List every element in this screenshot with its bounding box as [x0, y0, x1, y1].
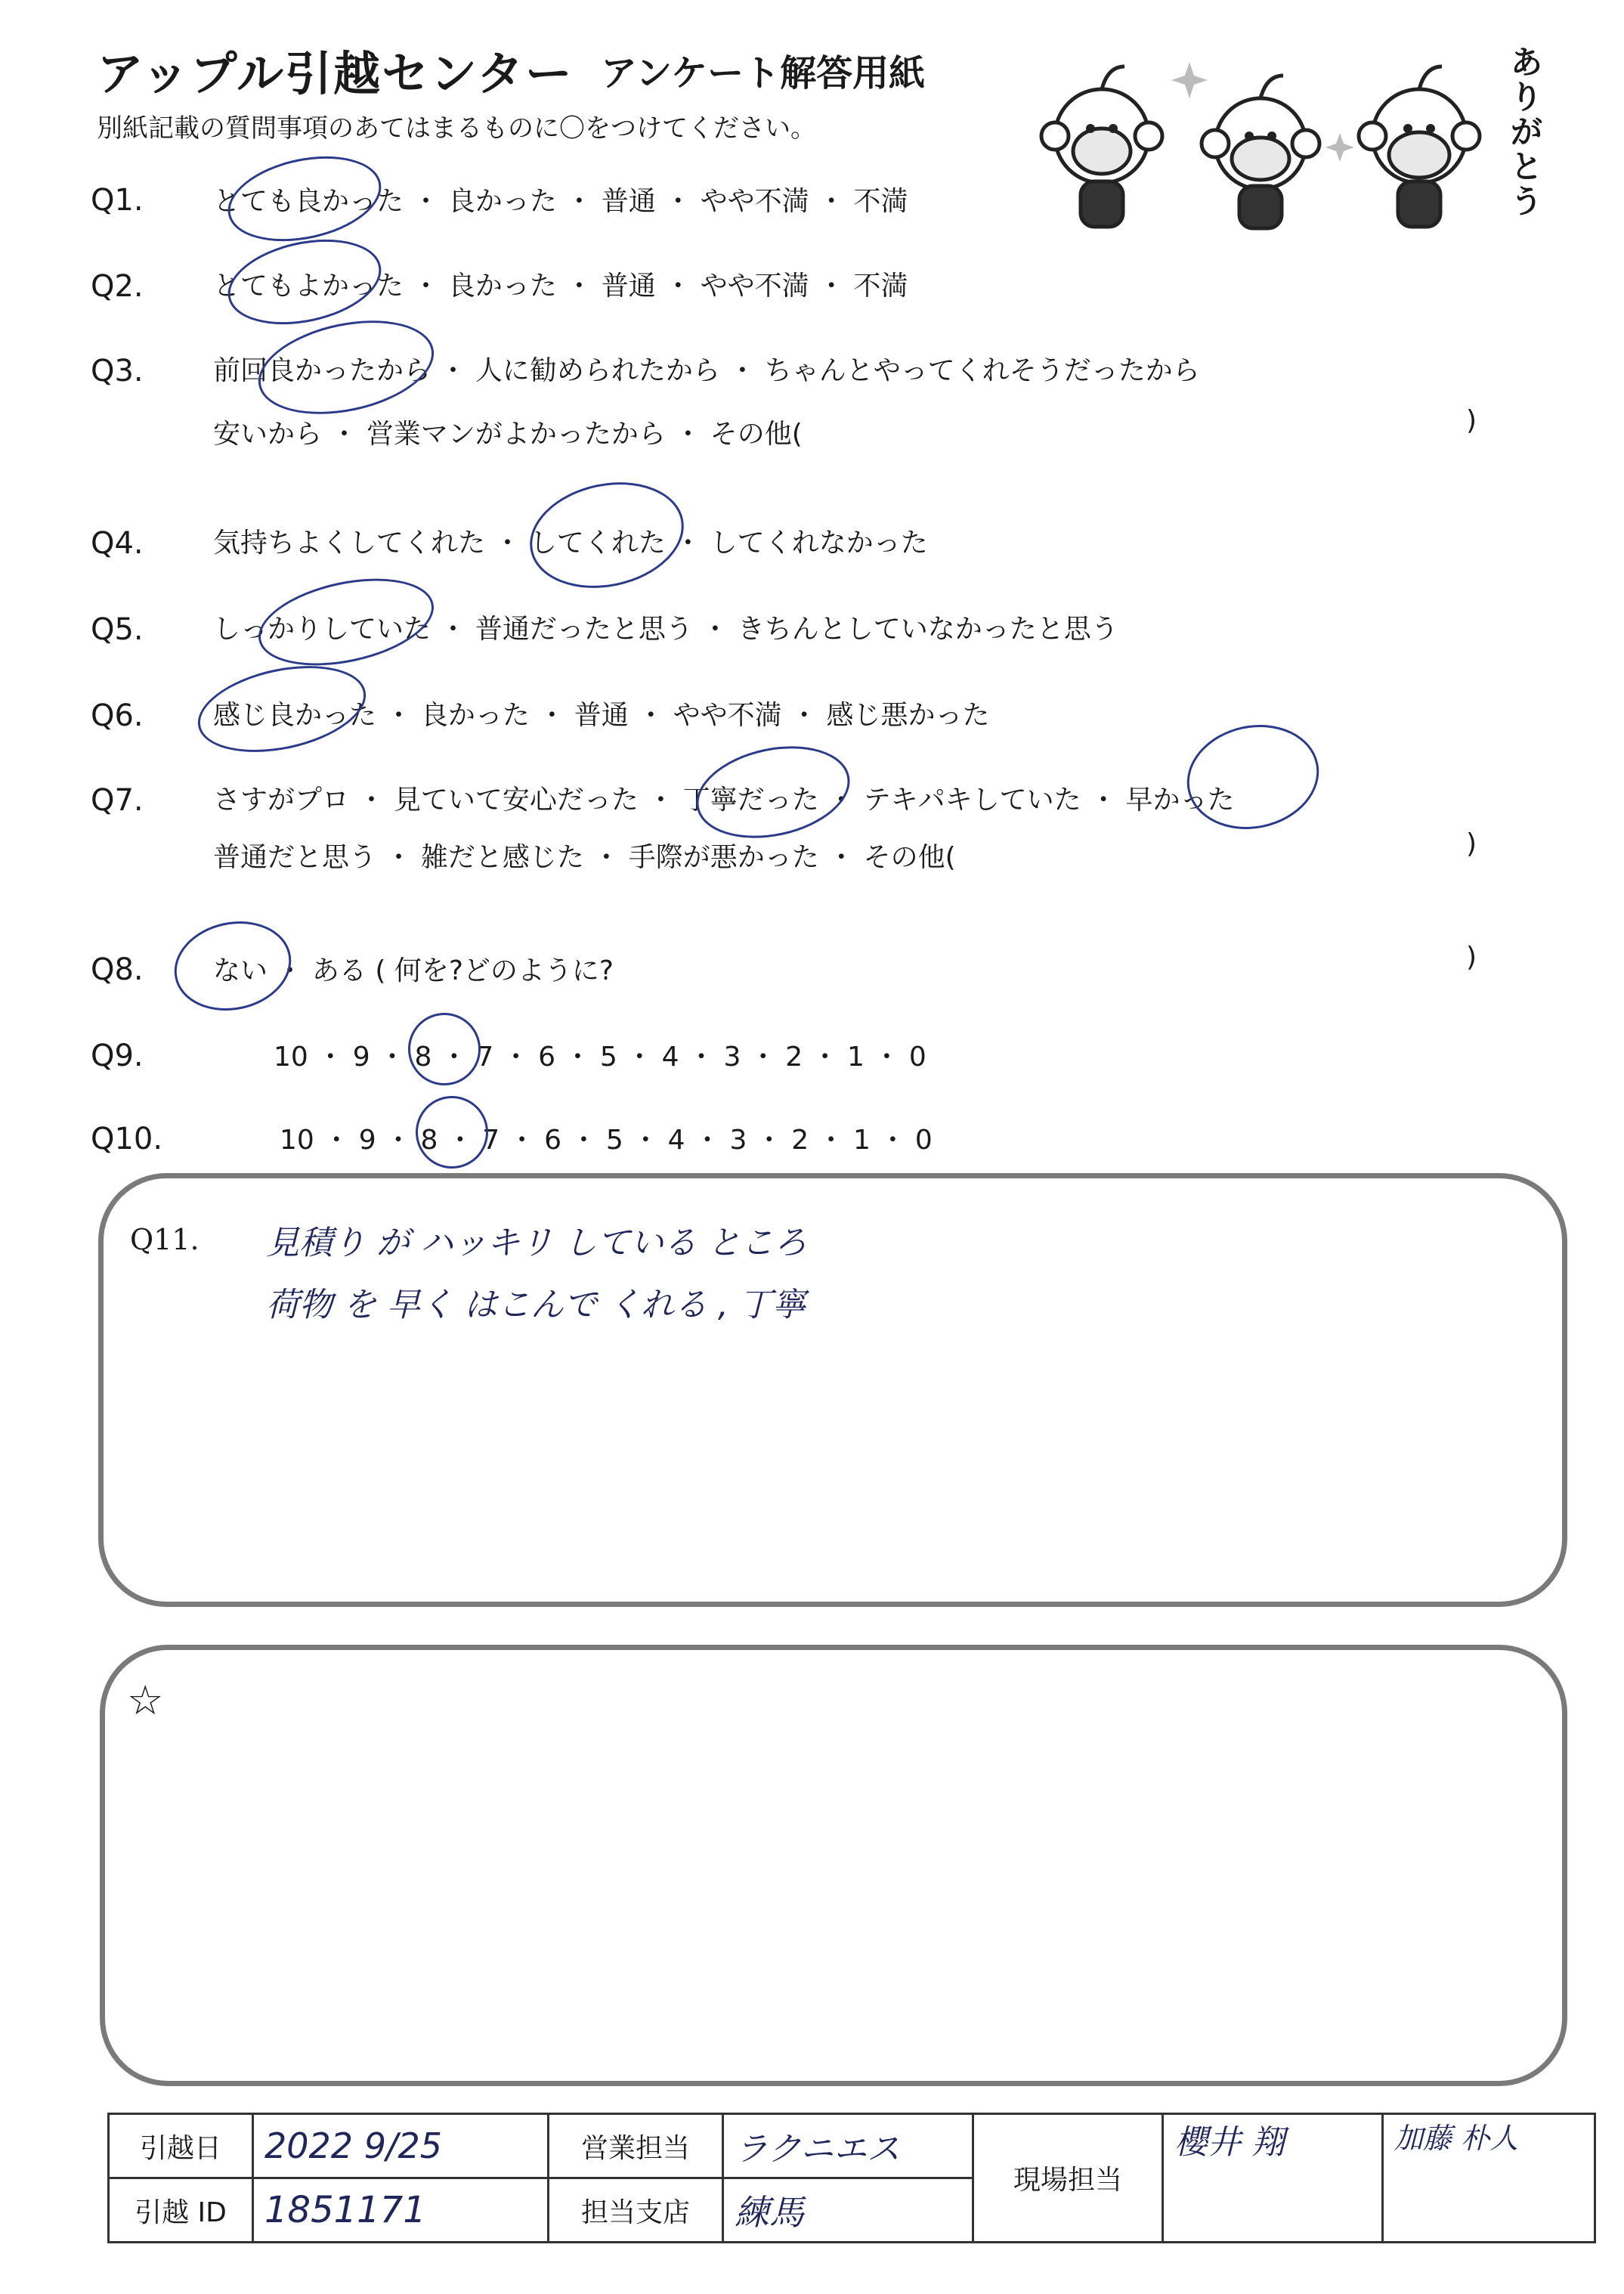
- move-info-table: [107, 2113, 1596, 2243]
- form-title: アンケート解答用紙: [601, 52, 926, 94]
- star-label: ☆: [127, 1676, 164, 1724]
- move-id-label: 引越 ID: [109, 2178, 253, 2243]
- thanks-text: ありがとう: [1510, 44, 1542, 220]
- q6-answer-circle: [190, 652, 373, 766]
- q9-scale: 10 ・ 9 ・ 8 ・ 7 ・ 6 ・ 5 ・ 4 ・ 3 ・ 2 ・ 1 ・ 0: [274, 1042, 926, 1073]
- q8-label: Q8.: [91, 952, 144, 987]
- company-name: アップル引越センター: [97, 46, 574, 101]
- q1-answer-circle: [220, 144, 389, 255]
- q1-options: とても良かった ・ 良かった ・ 普通 ・ やや不満 ・ 不満: [213, 186, 908, 217]
- branch-label: 担当支店: [549, 2178, 723, 2243]
- q11-answer-line2: 荷物 を 早く はこんで くれる , 丁寧: [266, 1286, 806, 1324]
- mascot-illustration: [1019, 30, 1502, 234]
- q7-answer-circle-2: [1177, 713, 1329, 841]
- site-staff-2: 加藤 朴人: [1383, 2114, 1595, 2243]
- q9-label: Q9.: [91, 1039, 144, 1073]
- sales-label: 営業担当: [549, 2114, 723, 2178]
- q2-label: Q2.: [91, 269, 144, 304]
- sales-value: ラクニエス: [723, 2114, 973, 2178]
- q7-options-line1: さすがプロ ・ 見ていて安心だった ・ 丁寧だった ・ テキパキしていた ・ 早かった: [213, 785, 1235, 816]
- q10-scale: 10 ・ 9 ・ 8 ・ 7 ・ 6 ・ 5 ・ 4 ・ 3 ・ 2 ・ 1 ・ 0: [280, 1125, 933, 1156]
- q3-options-line2: 安いから ・ 営業マンがよかったから ・ その他(: [213, 419, 803, 450]
- q6-options: 感じ良かった ・ 良かった ・ 普通 ・ やや不満 ・ 感じ悪かった: [213, 700, 990, 731]
- q8-answer-circle: [166, 911, 300, 1021]
- move-date-label: 引越日: [109, 2114, 253, 2178]
- q3-options-line1: 前回良かったから ・ 人に勧められたから ・ ちゃんとやってくれそうだったから: [213, 355, 1200, 386]
- q7-options-line2: 普通だと思う ・ 雑だと感じた ・ 手際が悪かった ・ その他(: [213, 842, 956, 873]
- q3-label: Q3.: [91, 354, 144, 389]
- q7-close-paren: ): [1466, 828, 1477, 859]
- q4-label: Q4.: [91, 526, 144, 561]
- q2-options: とてもよかった ・ 良かった ・ 普通 ・ やや不満 ・ 不満: [213, 271, 908, 302]
- comment-box: [100, 1645, 1567, 2086]
- site-staff-1: 櫻井 翔: [1163, 2114, 1383, 2243]
- move-date-value: 2022 9/25: [253, 2114, 549, 2178]
- site-label: 現場担当: [973, 2114, 1163, 2243]
- q9-answer-circle: [401, 1006, 487, 1092]
- q11-answer-line1: 見積り が ハッキリ している ところ: [266, 1224, 807, 1262]
- q8-close-paren: ): [1466, 942, 1477, 973]
- q10-answer-circle: [409, 1089, 495, 1175]
- q10-label: Q10.: [91, 1122, 163, 1156]
- q11-label: Q11.: [130, 1223, 200, 1256]
- instruction-text: 別紙記載の質問事項のあてはまるものに〇をつけてください。: [97, 113, 816, 144]
- q5-answer-circle: [251, 565, 442, 680]
- q6-label: Q6.: [91, 698, 144, 733]
- q8-options: ない ・ ある ( 何を?どのように?: [213, 955, 614, 986]
- q5-label: Q5.: [91, 612, 144, 647]
- q7-label: Q7.: [91, 783, 144, 818]
- q3-close-paren: ): [1466, 405, 1477, 436]
- q4-answer-circle: [520, 469, 694, 602]
- q1-label: Q1.: [91, 183, 144, 218]
- q4-options: 気持ちよくしてくれた ・ してくれた ・ してくれなかった: [213, 528, 928, 559]
- move-id-value: 1851171: [253, 2178, 549, 2243]
- q7-answer-circle-1: [688, 733, 858, 851]
- branch-value: 練馬: [723, 2178, 973, 2243]
- q5-options: しっかりしていた ・ 普通だったと思う ・ きちんとしていなかったと思う: [213, 614, 1118, 645]
